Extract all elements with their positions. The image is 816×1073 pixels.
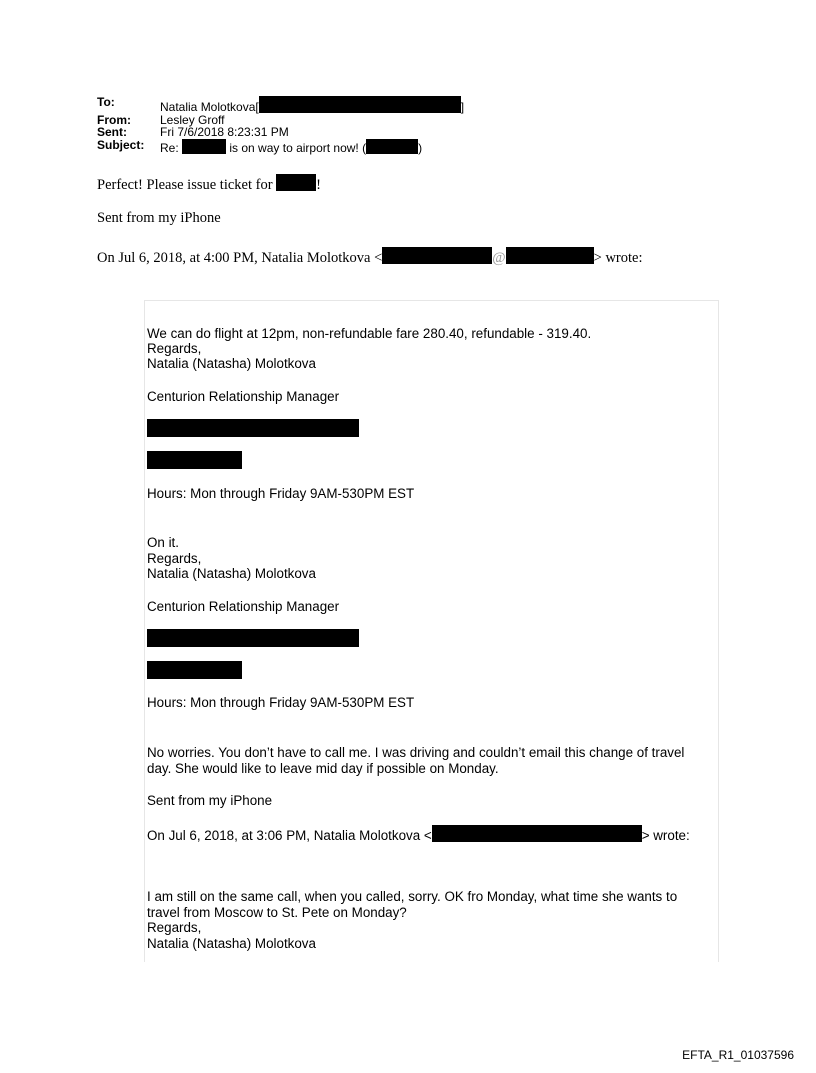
redaction-box xyxy=(366,139,418,154)
on-wrote-prefix: On Jul 6, 2018, at 3:06 PM, Natalia Molotkova < xyxy=(147,828,432,843)
redaction-box xyxy=(276,174,316,191)
sent-from-iphone: Sent from my iPhone xyxy=(147,793,273,808)
subject-middle: is on way to airport now! ( xyxy=(229,140,367,155)
redaction-box xyxy=(506,247,594,264)
on-wrote-prefix: On Jul 6, 2018, at 4:00 PM, Natalia Molotkova < xyxy=(97,250,383,266)
redaction-box xyxy=(432,825,642,842)
redaction-box xyxy=(147,629,359,647)
on-wrote-suffix: > wrote: xyxy=(593,250,643,266)
reply-text: Perfect! Please issue ticket for xyxy=(97,177,273,193)
to-label: To: xyxy=(97,95,115,109)
to-name: Natalia Molotkova[ xyxy=(160,100,259,114)
regards: Regards, xyxy=(147,551,202,566)
sent-row xyxy=(97,126,464,139)
on-wrote-suffix: > wrote: xyxy=(641,828,690,843)
quoted-text: We can do flight at 12pm, non-refundable fare 280.40, refundable - 319.40. xyxy=(147,326,592,341)
signature-title: Centurion Relationship Manager xyxy=(147,389,340,404)
quoted-text: On it. xyxy=(147,535,179,550)
redaction-box xyxy=(147,419,359,437)
document-id: EFTA_R1_01037596 xyxy=(682,1048,794,1062)
at-sign: @ xyxy=(492,250,506,266)
subject-row xyxy=(97,139,464,155)
email-header xyxy=(97,96,464,154)
subject-label: Subject: xyxy=(97,137,145,152)
sent-from-iphone: Sent from my iPhone xyxy=(97,210,221,226)
signature-hours: Hours: Mon through Friday 9AM-530PM EST xyxy=(147,486,415,501)
redaction-box xyxy=(382,247,492,264)
to-close: ] xyxy=(460,100,465,114)
subject-prefix: Re: xyxy=(160,140,179,155)
on-wrote-line xyxy=(147,825,690,844)
subject-close: ) xyxy=(418,140,423,155)
signature-name: Natalia (Natasha) Molotkova xyxy=(147,936,316,951)
redaction-box xyxy=(259,96,461,113)
quoted-message-box xyxy=(144,300,719,962)
quoted-text: No worries. You don’t have to call me. I was driving and couldn’t email this change of travel xyxy=(147,745,685,760)
to-value xyxy=(160,96,464,114)
signature-name: Natalia (Natasha) Molotkova xyxy=(147,356,316,371)
to-row xyxy=(97,96,464,114)
regards: Regards, xyxy=(147,920,202,935)
from-label: From: xyxy=(97,112,131,127)
redaction-box xyxy=(147,661,242,679)
quoted-text: day. She would like to leave mid day if possible on Monday. xyxy=(147,761,499,776)
quoted-text: I am still on the same call, when you called, sorry. OK fro Monday, what time she wants to xyxy=(147,889,678,904)
signature-name: Natalia (Natasha) Molotkova xyxy=(147,566,316,581)
regards: Regards, xyxy=(147,341,202,356)
sent-label: Sent: xyxy=(97,125,127,139)
on-wrote-line xyxy=(97,247,643,267)
quoted-text: travel from Moscow to St. Pete on Monday? xyxy=(147,905,407,920)
subject-value xyxy=(160,139,422,155)
signature-title: Centurion Relationship Manager xyxy=(147,599,340,614)
redaction-box xyxy=(182,139,226,154)
signature-hours: Hours: Mon through Friday 9AM-530PM EST xyxy=(147,695,415,710)
reply-suffix: ! xyxy=(316,177,322,193)
redaction-box xyxy=(147,451,242,469)
sent-value: Fri 7/6/2018 8:23:31 PM xyxy=(160,125,289,139)
reply-line xyxy=(97,174,321,194)
from-value: Lesley Groff xyxy=(160,112,225,127)
